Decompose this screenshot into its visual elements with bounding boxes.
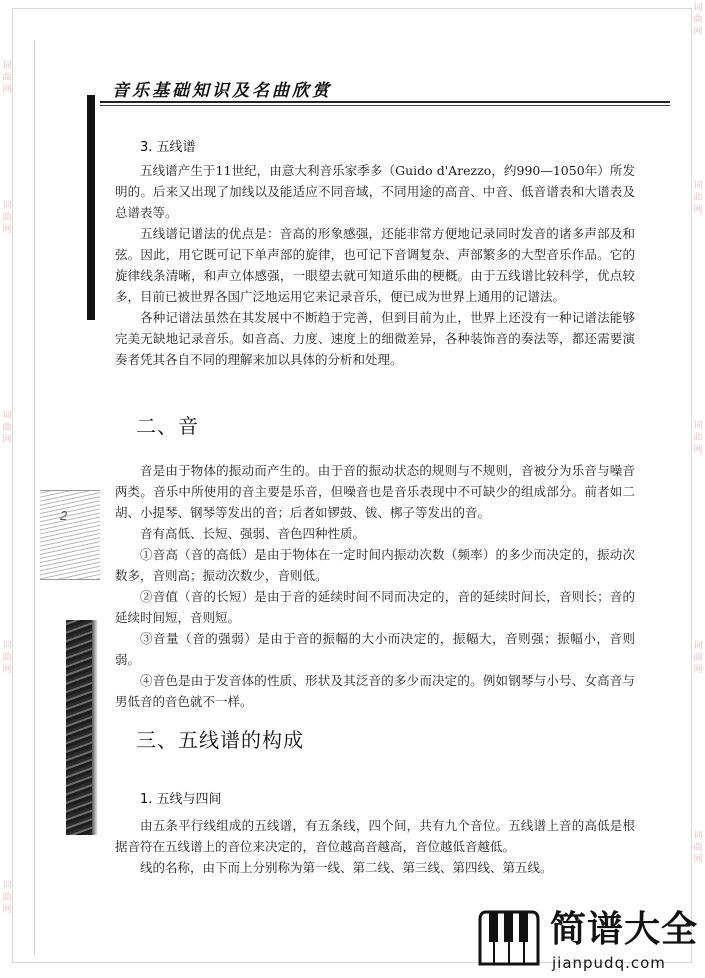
page-number: 2 xyxy=(60,508,68,523)
section-wuxianpu-body xyxy=(115,160,635,370)
paragraph: ③音量（音的强弱）是由于音的振幅的大小而决定的，振幅大，音则强；振幅小，音则弱。 xyxy=(115,631,635,667)
header-rule-thin xyxy=(100,105,670,106)
paragraph: 五线谱记谱法的优点是：音高的形象感强，还能非常方便地记录同时发音的诸多声部及和弦。因此，用它既可记下单声部的旋律，也可记下音调复杂、声部繁多的大型音乐作品。它的旋律线条清晰，和声立体感强，一眼望去就可知道乐曲的梗概。由于五线谱比较科学，优点较多，目前已被世界各国广泛地运用它来记录音乐，便已成为世界上通用的记谱法。 xyxy=(115,226,635,304)
subheading-wuxian-sijian: 1. 五线与四间 xyxy=(140,792,222,807)
margin-black-bar xyxy=(87,95,95,320)
section-heading-yin: 二、音 xyxy=(136,414,199,438)
margin-hatch-decoration xyxy=(40,490,100,580)
paragraph: 音有高低、长短、强弱、音色四种性质。 xyxy=(140,526,366,541)
watermark-left-1: 词 曲 网 xyxy=(2,61,12,95)
paragraph: ④音色是由于发音体的性质、形状及其泛音的多少而决定的。例如钢琴与小号、女高音与男低音的音色就不一样。 xyxy=(115,673,635,709)
header-rule xyxy=(100,101,670,103)
watermark-left-5: 词 曲 网 xyxy=(2,881,12,915)
page-frame-right xyxy=(691,8,692,963)
watermark-left-2: 词 曲 网 xyxy=(2,201,12,235)
paragraph: 由五条平行线组成的五线谱，有五条线，四个间，共有九个音位。五线谱上音的高低是根据音符在五线谱上的音位来决定的，音位越高音越高，音位越低音越低。 xyxy=(115,818,635,854)
paragraph: 各种记谱法虽然在其发展中不断趋于完善，但到目前为止，世界上还没有一种记谱法能够完美无缺地记录音乐。如音高、力度、速度上的细微差异，各种装饰音的奏法等，都还需要演奏者凭其各自不同的理解来加以具体的分析和处理。 xyxy=(115,310,635,367)
paragraph: ①音高（音的高低）是由于物体在一定时间内振动次数（频率）的多少而决定的，振动次数多，音则高；振动次数少，音则低。 xyxy=(115,547,635,583)
logo-url: jianpudq.com xyxy=(552,954,666,972)
page-frame-left xyxy=(12,8,13,963)
subheading-wuxianpu: 3. 五线谱 xyxy=(140,140,196,155)
page-frame-top xyxy=(12,8,692,9)
section-heading-gouchen: 三、五线谱的构成 xyxy=(136,728,304,752)
margin-dark-decoration xyxy=(66,620,92,835)
logo-name: 简谱大全 xyxy=(550,909,699,950)
paragraph: ②音值（音的长短）是由于音的延续时间不同而决定的，音的延续时间长，音则长；音的延续时间短，音则短。 xyxy=(115,589,635,625)
watermark-left-4: 词 曲 网 xyxy=(2,641,12,675)
watermark-right-1: 词 曲 网 xyxy=(693,3,703,37)
section-gouchen-body xyxy=(115,815,635,878)
piano-keys-icon xyxy=(478,908,540,966)
watermark-right-5: 词 曲 网 xyxy=(693,831,703,865)
running-header-title: 音乐基础知识及名曲欣赏 xyxy=(112,81,332,101)
paragraph: 音是由于物体的振动而产生的。由于音的振动状态的规则与不规则，音被分为乐音与噪音两类。音乐中所使用的音主要是乐音，但噪音也是音乐表现中不可缺少的组成部分。前者如二胡、小提琴、钢琴等发出的音；后者如锣鼓、钹、梆子等发出的音。 xyxy=(115,463,635,520)
binding-line xyxy=(34,40,35,955)
paragraph: 线的名称，由下而上分别称为第一线、第二线、第三线、第四线、第五线。 xyxy=(140,860,553,875)
margin-dark-fade xyxy=(92,620,98,835)
watermark-right-2: 词 曲 网 xyxy=(693,181,703,215)
watermark-right-4: 词 曲 网 xyxy=(693,641,703,675)
watermark-left-3: 词 曲 网 xyxy=(2,411,12,445)
site-logo xyxy=(478,908,703,978)
section-yin-body xyxy=(115,460,635,712)
watermark-right-3: 词 曲 网 xyxy=(693,421,703,455)
paragraph: 五线谱产生于11世纪，由意大利音乐家季多（Guido d'Arezzo，约990—1050年）所发明的。后来又出现了加线以及能适应不同音域，不同用途的高音、中音、低音谱表和大谱表及总谱表等。 xyxy=(115,163,635,220)
